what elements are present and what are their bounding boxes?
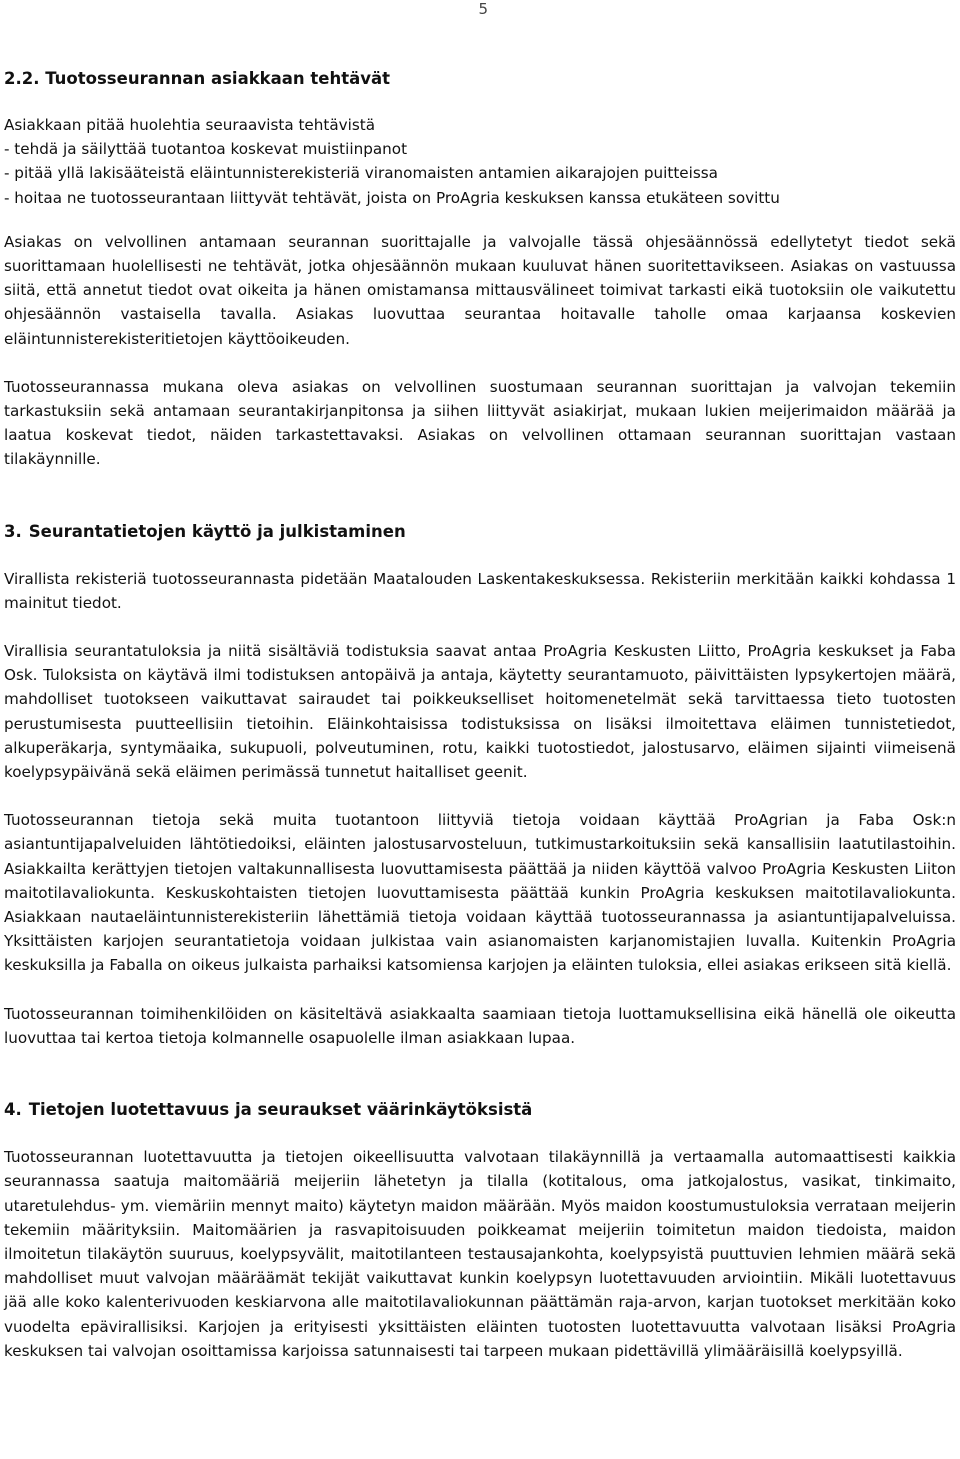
section-4-paragraph: Tuotosseurannan luotettavuutta ja tietojen oikeellisuutta valvotaan tilakäynnillä ja vertaamalla automaattisesti kaikkia seurannassa saatuja maitomääriä meijeriin lähetetyn ja tilalla (kotitalous, oma jatkojalostus, vasikat, tinkimaito, utaretulehdus- ym. viemäriin mennyt maito) käytetyn maidon määrään. Myös maidon koostumustuloksia verrataan meijerin tekemiin määrityksiin. Maitomäärien ja rasvapitoisuuden poikkeamat meijeriin toimitetun maidon tiedoista, maidon ilmoitetun tilakäytön suuruus, koelypsyvälit, maitotilanteen testausajankohta, koelypsyistä puuttuvien lehmien määrä sekä mahdolliset muut valvojan määräämät tekijät vaikuttavat kunkin koelypsyn luotettavuuden arviointiin. Mikäli luotettavuus jää alle koko kalenterivuoden keskiarvona alle maitotilavaliokunnan päättämän raja-arvon, karjan tuotokset merkitään koko vuodelta epävirallisiksi. Karjojen ja erityisesti yksittäisten eläinten tuotosten luotettavuutta valvotaan lisäksi ProAgria keskuksen tai valvojan osoittamissa karjoissa satunnaisesti tai tarpeen mukaan pidettävillä ylimääräisillä koelypsyillä. bbox=[4, 1148, 956, 1360]
section-4-title: Tietojen luotettavuus ja seuraukset väärinkäytöksistä bbox=[28, 1100, 533, 1120]
document-body bbox=[4, 68, 956, 1363]
section-4-heading bbox=[4, 1099, 956, 1121]
section-4-number: 4. bbox=[4, 1100, 22, 1120]
section-2-2-paragraph: Tuotosseurannassa mukana oleva asiakas on velvollinen suostumaan seurannan suorittajan ja valvojan tekemiin tarkastuksiin sekä antamaan seurantakirjanpitonsa ja siihen liittyvät asiakirjat, mukaan lukien meijerimaidon määrää ja laatua koskevat tiedot, näiden tarkastettavaksi. Asiakas on velvollinen ottamaan seurannan suorittajan vastaan tilakäynnille. bbox=[4, 377, 956, 469]
task-list bbox=[4, 113, 956, 210]
section-3-paragraph: Tuotosseurannan tietoja sekä muita tuotantoon liittyviä tietoja voidaan käyttää ProAgrian ja Faba Osk:n asiantuntijapalveluiden lähtötiedoiksi, eläinten jalostusarvosteluun, tutkimustarkoituksiin sekä kansallisiin laatutilastoihin. Asiakkailta kerättyjen tietojen valtakunnallisesta luovuttamisesta päättää ja niiden käyttöä valvoo ProAgria Keskusten Liiton maitotilavaliokunta. Keskuskohtaisten tietojen luovuttamisesta päättää kunkin ProAgria keskuksen maitotilavaliokunta. Asiakkaan nautaeläintunnisterekisteriin lähettämiä tietoja voidaan käyttää tuotosseurannassa ja asiantuntijapalveluissa. Yksittäisten karjojen seurantatietoja voidaan julkistaa vain asianomaisten karjanomistajien luvalla. Kuitenkin ProAgria keskuksilla ja Faballa on oikeus julkaista parhaiksi katsomiensa karjojen ja eläinten tuloksia, ellei asiakas erikseen sitä kiellä. bbox=[4, 811, 956, 975]
section-3-paragraph: Virallisia seurantatuloksia ja niitä sisältäviä todistuksia saavat antaa ProAgria Keskusten Liitto, ProAgria keskukset ja Faba Osk. Tuloksista on käytävä ilmi todistuksen antopäivä ja antaja, käytetty seurantamuoto, päivittäisten lypsykertojen määrä, mahdolliset tuotokseen vaikuttavat sairaudet tai poikkeukselliset hoitomenetelmät sekä tarvittaessa tieto tuotosten perustumisesta puutteellisiin tietoihin. Eläinkohtaisissa todistuksissa on lisäksi ilmoitettava eläimen tunnistetiedot, alkuperäkarja, syntymäaika, sukupuoli, polveutuminen, rotu, kaikki tuotostiedot, jalostusarvo, eläimen sijainti viimeisenä koelypsypäivänä sekä eläimen perimässä tunnetut haitalliset geenit. bbox=[4, 642, 956, 782]
section-3-number: 3. bbox=[4, 521, 22, 541]
section-3-paragraph: Tuotosseurannan toimihenkilöiden on käsiteltävä asiakkaalta saamiaan tietoja luottamuksellisina eikä hänellä ole oikeutta luovuttaa tai kertoa tietoja kolmannelle osapuolelle ilman asiakkaan lupaa. bbox=[4, 1004, 956, 1047]
section-2-2-paragraph: Asiakas on velvollinen antamaan seurannan suorittajalle ja valvojalle tässä ohjesäännössä edellytetyt tiedot sekä suorittamaan huolellisesti ne tehtävät, jotka ohjesäännön mukaan kuuluvat hänen suoritettavikseen. Asiakas on vastuussa siitä, että annetut tiedot ovat oikeita ja hänen omistamansa mittausvälineet toimivat tarkasti eikä tuotoksiin ole vaikutettu ohjesäännön vastaisella tavalla. Asiakas luovuttaa seurantaa hoitavalle taholle omaa karjaansa koskevien eläintunnisterekisteritietojen käyttöoikeuden. bbox=[4, 232, 956, 348]
section-3-title: Seurantatietojen käyttö ja julkistaminen bbox=[28, 521, 406, 541]
section-3-heading bbox=[4, 521, 956, 543]
task-list-item: - hoitaa ne tuotosseurantaan liittyvät tehtävät, joista on ProAgria keskuksen kanssa etukäteen sovittu bbox=[4, 188, 780, 207]
section-2-2-heading: 2.2. Tuotosseurannan asiakkaan tehtävät bbox=[4, 69, 391, 88]
task-list-item: - tehdä ja säilyttää tuotantoa koskevat muistiinpanot bbox=[4, 140, 408, 159]
task-list-item: - pitää yllä lakisääteistä eläintunnisterekisteriä viranomaisten antamien aikarajojen puitteissa bbox=[4, 164, 718, 183]
page-number: 5 bbox=[478, 0, 488, 18]
task-list-intro: Asiakkaan pitää huolehtia seuraavista tehtävistä bbox=[4, 116, 376, 134]
section-3-paragraph: Virallista rekisteriä tuotosseurannasta pidetään Maatalouden Laskentakeskuksessa. Rekisteriin merkitään kaikki kohdassa 1 mainitut tiedot. bbox=[4, 569, 956, 612]
